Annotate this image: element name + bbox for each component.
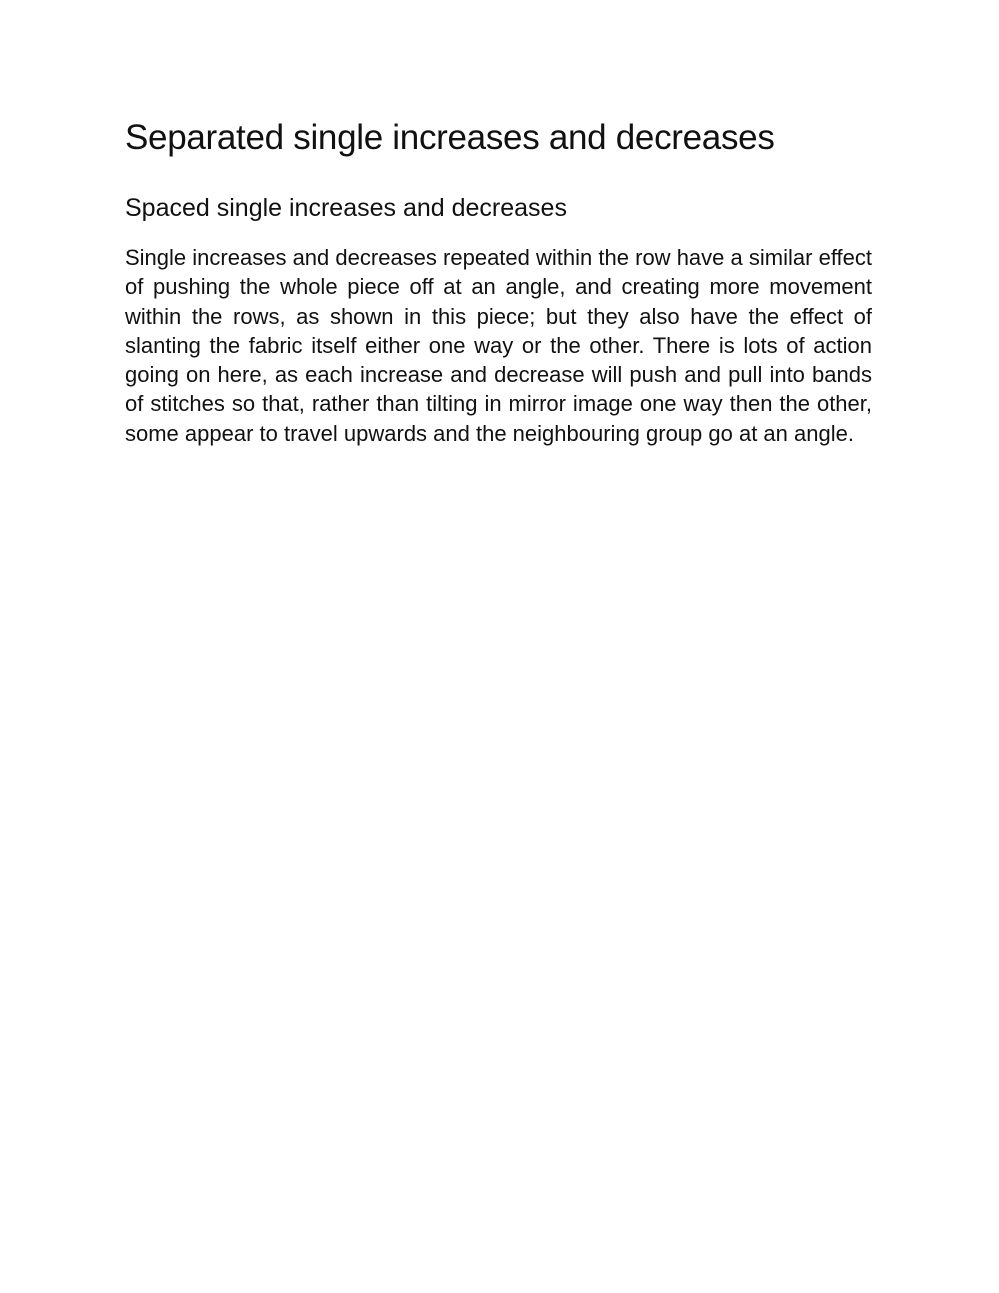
body-paragraph: Single increases and decreases repeated within the row have a similar effect of pushing the whole piece off at an angle, and creating more movement within the rows, as shown in this piece; but they also have the effect of slanting the fabric itself either one way or the other. There is lots of action going on here, as each increase and decrease will push and pull into bands of stitches so that, rather than tilting in mirror image one way then the other, some appear to travel upwards and the neighbouring group go at an angle.: [125, 245, 872, 446]
page-title: Separated single increases and decreases: [125, 118, 775, 157]
section-subtitle: Spaced single increases and decreases: [125, 194, 567, 222]
document-page: [125, 114, 872, 448]
